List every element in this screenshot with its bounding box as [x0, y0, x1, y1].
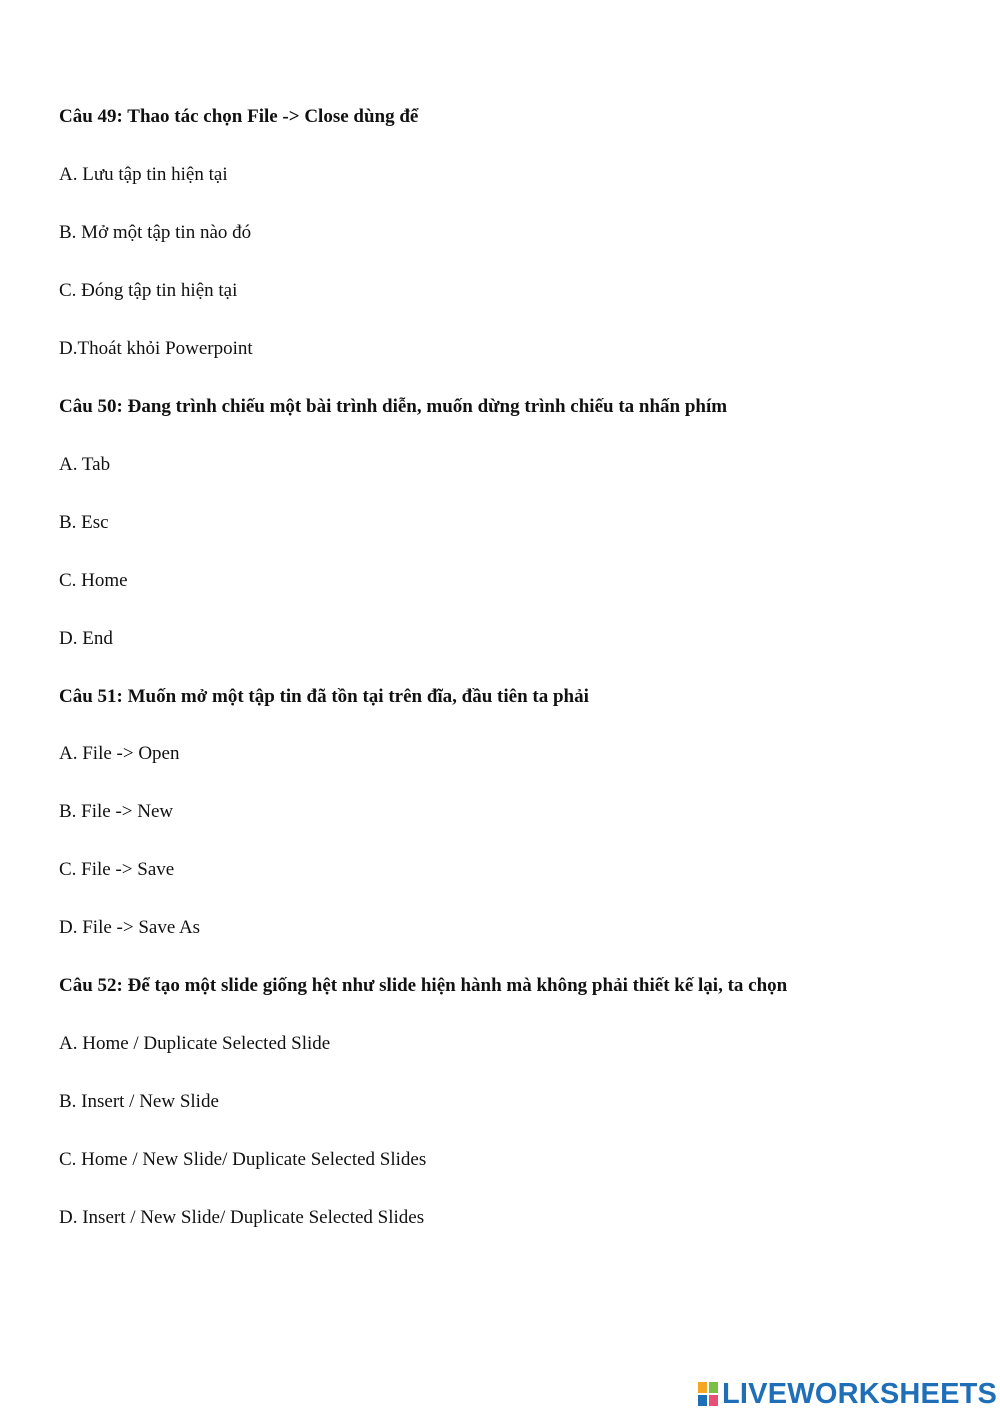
question-51-option-a: A. File -> Open: [59, 743, 180, 764]
question-52-title: Câu 52: Để tạo một slide giống hệt như slide hiện hành mà không phải thiết kế lại, ta chọn: [59, 975, 788, 996]
question-49-option-a: A. Lưu tập tin hiện tại: [59, 164, 228, 185]
question-52-option-a: A. Home / Duplicate Selected Slide: [59, 1033, 331, 1054]
logo-square-4: [708, 1394, 719, 1407]
question-49-option-d: D.Thoát khỏi Powerpoint: [59, 338, 253, 359]
logo-square-2: [708, 1381, 719, 1394]
question-50-option-b: B. Esc: [59, 512, 109, 533]
question-51-option-b: B. File -> New: [59, 801, 174, 822]
question-50-option-a: A. Tab: [59, 454, 111, 475]
question-52-option-d: D. Insert / New Slide/ Duplicate Selected Slides: [59, 1207, 425, 1228]
logo-text: LIVEWORKSHEETS: [722, 1377, 998, 1410]
question-51-option-c: C. File -> Save: [59, 859, 175, 880]
liveworksheets-logo: [697, 1378, 997, 1410]
question-52-option-b: B. Insert / New Slide: [59, 1091, 219, 1112]
logo-square-1: [697, 1381, 708, 1394]
question-50-option-c: C. Home: [59, 570, 128, 591]
question-50-title: Câu 50: Đang trình chiếu một bài trình diễn, muốn dừng trình chiếu ta nhấn phím: [59, 396, 728, 417]
question-49-title: Câu 49: Thao tác chọn File -> Close dùng để: [59, 106, 419, 127]
question-51-option-d: D. File -> Save As: [59, 917, 201, 938]
question-50-option-d: D. End: [59, 628, 113, 649]
question-49-option-c: C. Đóng tập tin hiện tại: [59, 280, 238, 301]
logo-square-3: [697, 1394, 708, 1407]
question-51-title: Câu 51: Muốn mở một tập tin đã tồn tại trên đĩa, đầu tiên ta phải: [59, 686, 589, 707]
question-49-option-b: B. Mở một tập tin nào đó: [59, 222, 252, 243]
question-52-option-c: C. Home / New Slide/ Duplicate Selected Slides: [59, 1149, 427, 1170]
liveworksheets-logo-icon: [697, 1381, 719, 1407]
